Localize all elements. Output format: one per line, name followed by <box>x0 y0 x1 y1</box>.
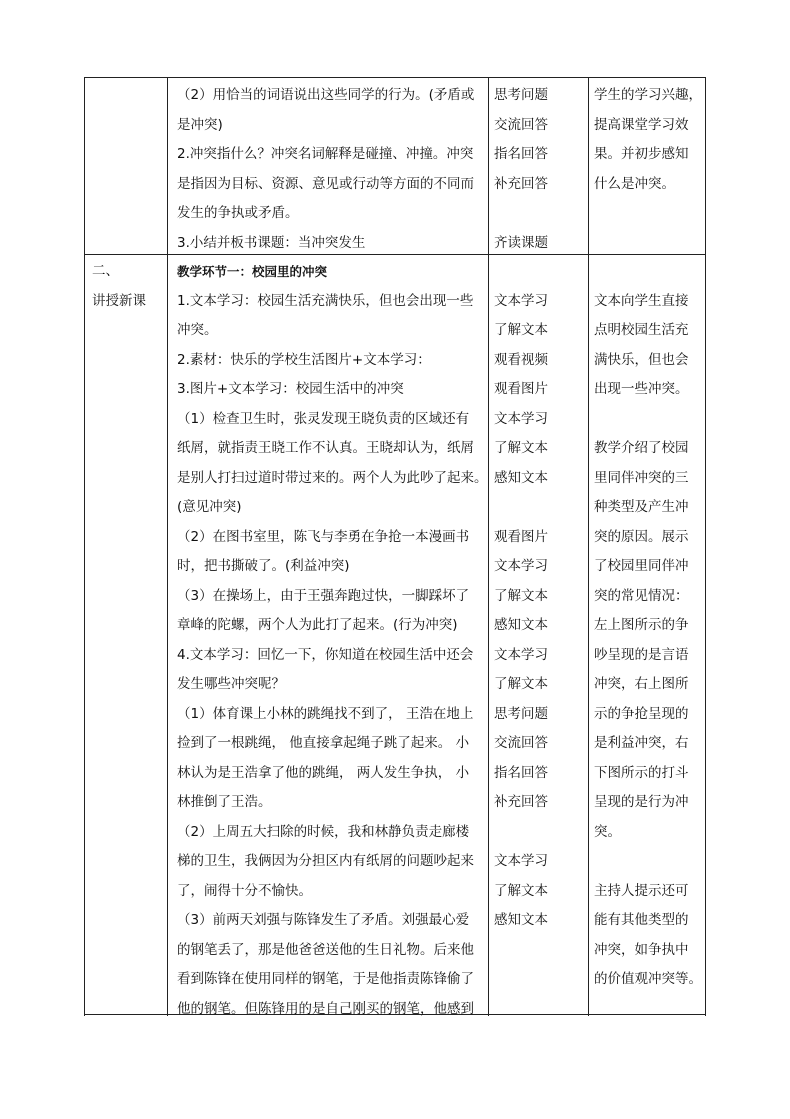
row2-activity-line: 了解文本 <box>494 676 548 692</box>
section-heading: 教学环节一：校园里的冲突 <box>177 264 328 279</box>
row2-intent-line <box>594 847 702 877</box>
table-border-right <box>705 78 706 1016</box>
row2-teaching-content <box>177 257 488 1024</box>
row2-content-line: （2）上周五大扫除的时候，我和林静负责走廊楼 <box>177 823 470 840</box>
row2-stage <box>92 257 146 316</box>
row1-design-intent <box>594 81 702 199</box>
row2-content-line: 是别人打扫过道时带过来的。两个人为此吵了起来。 <box>177 469 488 486</box>
stage-number: 二、 <box>92 263 119 279</box>
row2-activity-line <box>494 493 548 523</box>
row2-intent-line: 教学介绍了校园 <box>594 440 689 456</box>
row2-intent-line: 出现一些冲突。 <box>594 381 689 397</box>
row1-content-line: 2.冲突指什么？冲突名词解释是碰撞、冲撞。冲突 <box>177 146 474 162</box>
row1-activity-line: 交流回答 <box>494 116 548 133</box>
row2-content-line: （1）体育课上小林的跳绳找不到了， 王浩在地上 <box>177 705 474 722</box>
row2-content-line: 1.文本学习：校园生活充满快乐，但也会出现一些 <box>177 292 474 309</box>
row2-content-line: 林推倒了王浩。 <box>177 794 272 810</box>
lesson-plan-page <box>84 77 706 1015</box>
lesson-table <box>84 77 706 1015</box>
row2-activity-line: 观看视频 <box>494 351 548 368</box>
row2-intent-line: 左上图所示的争 <box>594 617 689 633</box>
row2-activity-line: 了解文本 <box>494 322 548 338</box>
row2-activity-line: 了解文本 <box>494 440 548 456</box>
row2-activity-line: 文本学习 <box>494 292 548 309</box>
row2-content-line: 梯的卫生，我俩因为分担区内有纸屑的问题吵起来 <box>177 853 474 869</box>
row1-intent-line: 什么是冲突。 <box>594 175 675 192</box>
row2-intent-line <box>594 405 702 435</box>
row1-intent-line: 学生的学习兴趣， <box>594 87 702 103</box>
row2-activity-line: 交流回答 <box>494 735 548 751</box>
row2-content-line: 3.图片+文本学习：校园生活中的冲突 <box>177 381 404 397</box>
row2-intent-line <box>594 257 702 287</box>
row1-activity-line <box>494 199 548 229</box>
row2-intent-line: 的价值观冲突等。 <box>594 971 702 987</box>
row2-student-activity <box>494 257 548 936</box>
row2-intent-line: 突。 <box>594 823 621 840</box>
row2-intent-line: 是利益冲突，右 <box>594 735 689 751</box>
row2-intent-line: 冲突，右上图所 <box>594 676 689 692</box>
row2-intent-line: 点明校园生活充 <box>594 322 689 338</box>
row2-intent-line: 满快乐，但也会 <box>594 351 689 368</box>
row2-activity-line: 了解文本 <box>494 587 548 604</box>
row1-content-line: （2）用恰当的词语说出这些同学的行为。(矛盾或 <box>177 87 475 103</box>
row2-activity-line <box>494 257 548 287</box>
row1-intent-line: 果。并初步感知 <box>594 146 689 162</box>
row2-activity-line: 文本学习 <box>494 558 548 574</box>
row2-intent-line: 文本向学生直接 <box>594 292 689 309</box>
row2-content-line: 了，闹得十分不愉快。 <box>177 882 312 899</box>
row2-content-line: 时，把书撕破了。(利益冲突) <box>177 558 350 574</box>
row2-intent-line: 下图所示的打斗 <box>594 764 689 781</box>
row2-activity-line: 观看图片 <box>494 528 548 545</box>
row2-intent-line: 示的争抢呈现的 <box>594 705 689 722</box>
row2-content-line: 章峰的陀螺，两个人为此打了起来。(行为冲突) <box>177 617 458 633</box>
row2-intent-line: 种类型及产生冲 <box>594 499 689 515</box>
row2-activity-line: 感知文本 <box>494 469 548 486</box>
row1-student-activity <box>494 81 548 258</box>
row2-content-line: (意见冲突) <box>177 499 242 515</box>
row2-intent-line: 突的常见情况： <box>594 587 689 604</box>
row1-content-line: 3.小结并板书课题：当冲突发生 <box>177 234 366 251</box>
row1-activity-line: 齐读课题 <box>494 234 548 251</box>
row2-activity-line: 文本学习 <box>494 853 548 869</box>
row1-content-line: 发生的争执或矛盾。 <box>177 205 299 221</box>
column-divider-3 <box>588 78 589 1016</box>
row2-content-line: 发生哪些冲突呢？ <box>177 676 285 692</box>
column-divider-1 <box>167 78 168 1016</box>
row2-content-line: （3）在操场上，由于王强奔跑过快，一脚踩坏了 <box>177 587 470 604</box>
row2-activity-line: 文本学习 <box>494 410 548 427</box>
row2-content-line: 纸屑，就指责王晓工作不认真。王晓却认为，纸屑 <box>177 440 474 456</box>
row2-content-line: 捡到了一根跳绳， 他直接拿起绳子跳了起来。 小 <box>177 735 470 751</box>
row2-content-line: 他的钢笔。但陈锋用的是自己刚买的钢笔，他感到 <box>177 1000 474 1017</box>
row2-activity-line: 感知文本 <box>494 617 548 633</box>
row2-intent-line: 主持人提示还可 <box>594 882 689 899</box>
row2-intent-line: 吵呈现的是言语 <box>594 646 689 663</box>
row2-content-line: 2.素材：快乐的学校生活图片+文本学习： <box>177 351 431 368</box>
row2-content-line: 4.文本学习：回忆一下，你知道在校园生活中还会 <box>177 646 474 663</box>
row2-intent-line: 冲突，如争执中 <box>594 941 689 958</box>
row2-design-intent <box>594 257 702 995</box>
row2-content-line: 林认为是王浩拿了他的跳绳， 两人发生争执， 小 <box>177 764 470 781</box>
row2-intent-line: 呈现的是行为冲 <box>594 794 689 810</box>
row1-teaching-content <box>177 81 474 258</box>
row2-content-line: （3）前两天刘强与陈锋发生了矛盾。刘强最心爱 <box>177 912 470 928</box>
row2-activity-line: 了解文本 <box>494 882 548 899</box>
row1-activity-line: 指名回答 <box>494 146 548 162</box>
row1-intent-line: 提高课堂学习效 <box>594 116 689 133</box>
row2-activity-line: 感知文本 <box>494 912 548 928</box>
row2-activity-line: 思考问题 <box>494 705 548 722</box>
row2-activity-line <box>494 818 548 848</box>
row1-activity-line: 思考问题 <box>494 87 548 103</box>
row2-content-line: （1）检查卫生时，张灵发现王晓负责的区域还有 <box>177 410 470 427</box>
row1-content-line: 是指因为目标、资源、意见或行动等方面的不同而 <box>177 175 474 192</box>
row2-content-line: 看到陈锋在使用同样的钢笔，于是他指责陈锋偷了 <box>177 971 474 987</box>
row2-activity-line: 补充回答 <box>494 794 548 810</box>
row1-activity-line: 补充回答 <box>494 175 548 192</box>
row2-content-line: 的钢笔丢了，那是他爸爸送他的生日礼物。后来他 <box>177 941 474 958</box>
row2-intent-line: 能有其他类型的 <box>594 912 689 928</box>
row1-content-line: 是冲突) <box>177 116 223 133</box>
row2-intent-line: 里同伴冲突的三 <box>594 469 689 486</box>
row2-activity-line: 文本学习 <box>494 646 548 663</box>
row2-intent-line: 了校园里同伴冲 <box>594 558 689 574</box>
stage-title: 讲授新课 <box>92 292 146 309</box>
row2-activity-line: 观看图片 <box>494 381 548 397</box>
row2-content-line: （2）在图书室里，陈飞与李勇在争抢一本漫画书 <box>177 528 470 545</box>
row2-intent-line: 突的原因。展示 <box>594 528 689 545</box>
table-border-left <box>84 78 85 1016</box>
column-divider-2 <box>488 78 489 1016</box>
row2-activity-line: 指名回答 <box>494 764 548 781</box>
row2-content-line: 冲突。 <box>177 322 218 338</box>
